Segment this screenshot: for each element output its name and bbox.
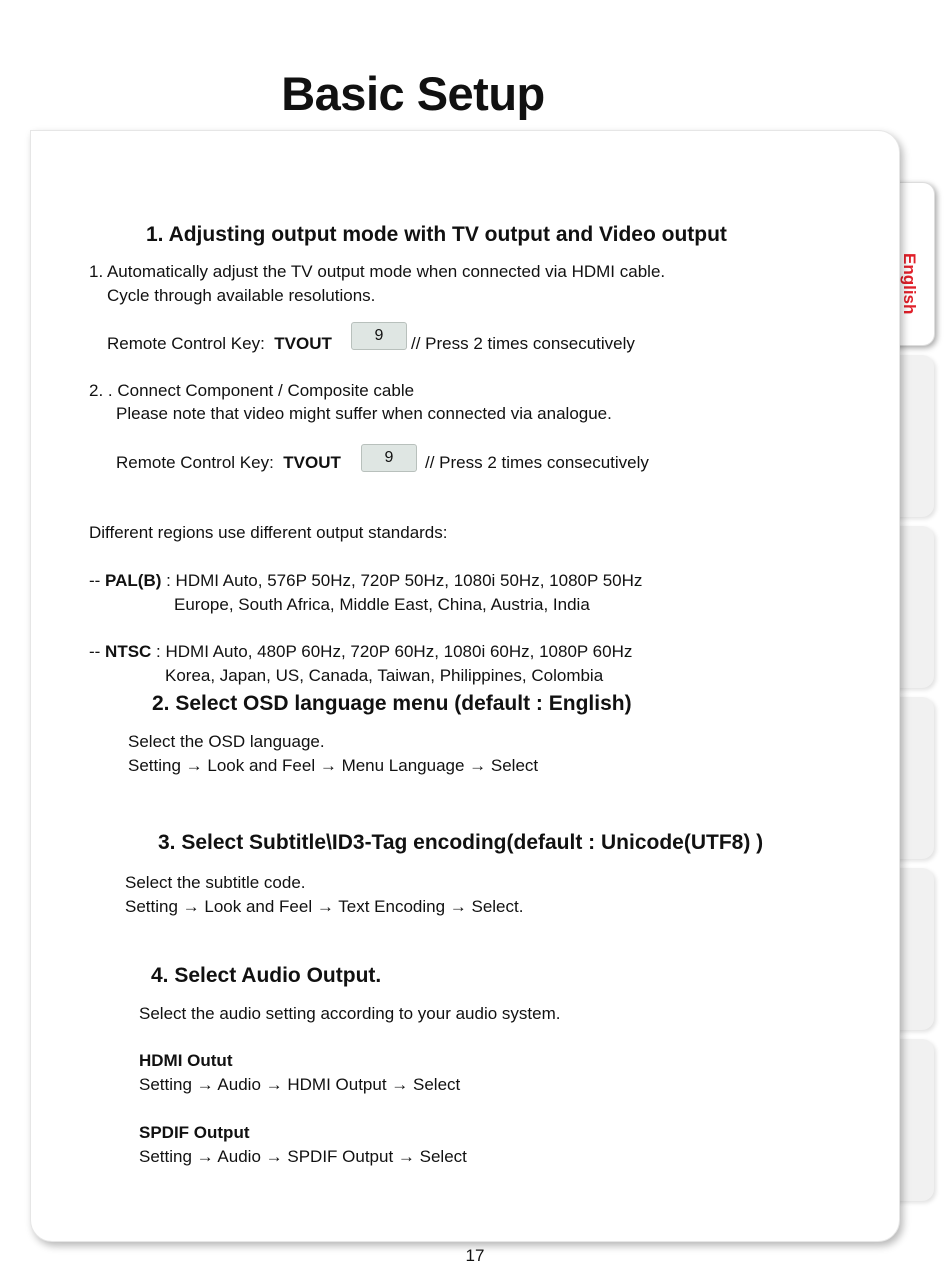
- hdmi-output-path: Setting → Audio → HDMI Output → Select: [139, 1075, 461, 1094]
- pal-modes: : HDMI Auto, 576P 50Hz, 720P 50Hz, 1080i 50Hz, 1080P 50Hz: [161, 571, 643, 590]
- spdif-output-label: SPDIF Output: [139, 1123, 250, 1142]
- section1-item1-key-suffix: // Press 2 times consecutively: [411, 334, 635, 353]
- ntsc-modes-line: [89, 642, 632, 662]
- ntsc-regions: Korea, Japan, US, Canada, Taiwan, Philippines, Colombia: [165, 666, 604, 685]
- pal-prefix: --: [89, 571, 106, 590]
- remote-key-9-button: 9: [361, 444, 417, 472]
- pal-modes-line: [89, 571, 642, 591]
- section1-heading: 1. Adjusting output mode with TV output and Video output: [146, 223, 727, 246]
- pal-label: PAL(B): [105, 571, 162, 590]
- section1-item1-line1: 1. Automatically adjust the TV output mode when connected via HDMI cable.: [89, 262, 666, 281]
- spdif-output-path: Setting → Audio → SPDIF Output → Select: [139, 1147, 467, 1166]
- section1-item1-key-line: [107, 334, 332, 354]
- section1-item2-line1: 2. . Connect Component / Composite cable: [89, 381, 415, 400]
- language-tab-label: English: [900, 253, 919, 315]
- section3-heading: 3. Select Subtitle\ID3-Tag encoding(default : Unicode(UTF8) ): [158, 831, 764, 854]
- key-name: TVOUT: [274, 334, 332, 353]
- remote-key-9-button: 9: [351, 322, 407, 350]
- section3-path: Setting → Look and Feel → Text Encoding → Select.: [125, 897, 524, 916]
- page-number: 17: [465, 1246, 485, 1265]
- section1-item2-key-line: [116, 453, 341, 473]
- section2-line1: Select the OSD language.: [128, 732, 325, 751]
- ntsc-modes: : HDMI Auto, 480P 60Hz, 720P 60Hz, 1080i 60Hz, 1080P 60Hz: [151, 642, 633, 661]
- section2-path: Setting → Look and Feel → Menu Language → Select: [128, 756, 539, 775]
- section1-item1-line2: Cycle through available resolutions.: [107, 286, 376, 305]
- section1-item2-key-suffix: // Press 2 times consecutively: [425, 453, 649, 472]
- key-name: TVOUT: [283, 453, 341, 472]
- key-prefix: Remote Control Key:: [116, 453, 274, 472]
- section3-line1: Select the subtitle code.: [125, 873, 306, 892]
- section1-item2-line2: Please note that video might suffer when connected via analogue.: [116, 404, 612, 423]
- hdmi-output-label: HDMI Outut: [139, 1051, 233, 1070]
- page-title: Basic Setup: [281, 67, 545, 120]
- regions-intro: Different regions use different output standards:: [89, 523, 448, 542]
- section2-heading: 2. Select OSD language menu (default : English): [152, 692, 632, 715]
- section4-heading: 4. Select Audio Output.: [151, 964, 382, 987]
- ntsc-label: NTSC: [105, 642, 152, 661]
- pal-regions: Europe, South Africa, Middle East, China, Austria, India: [174, 595, 590, 614]
- key-prefix: Remote Control Key:: [107, 334, 265, 353]
- ntsc-prefix: --: [89, 642, 106, 661]
- section4-line1: Select the audio setting according to your audio system.: [139, 1004, 561, 1023]
